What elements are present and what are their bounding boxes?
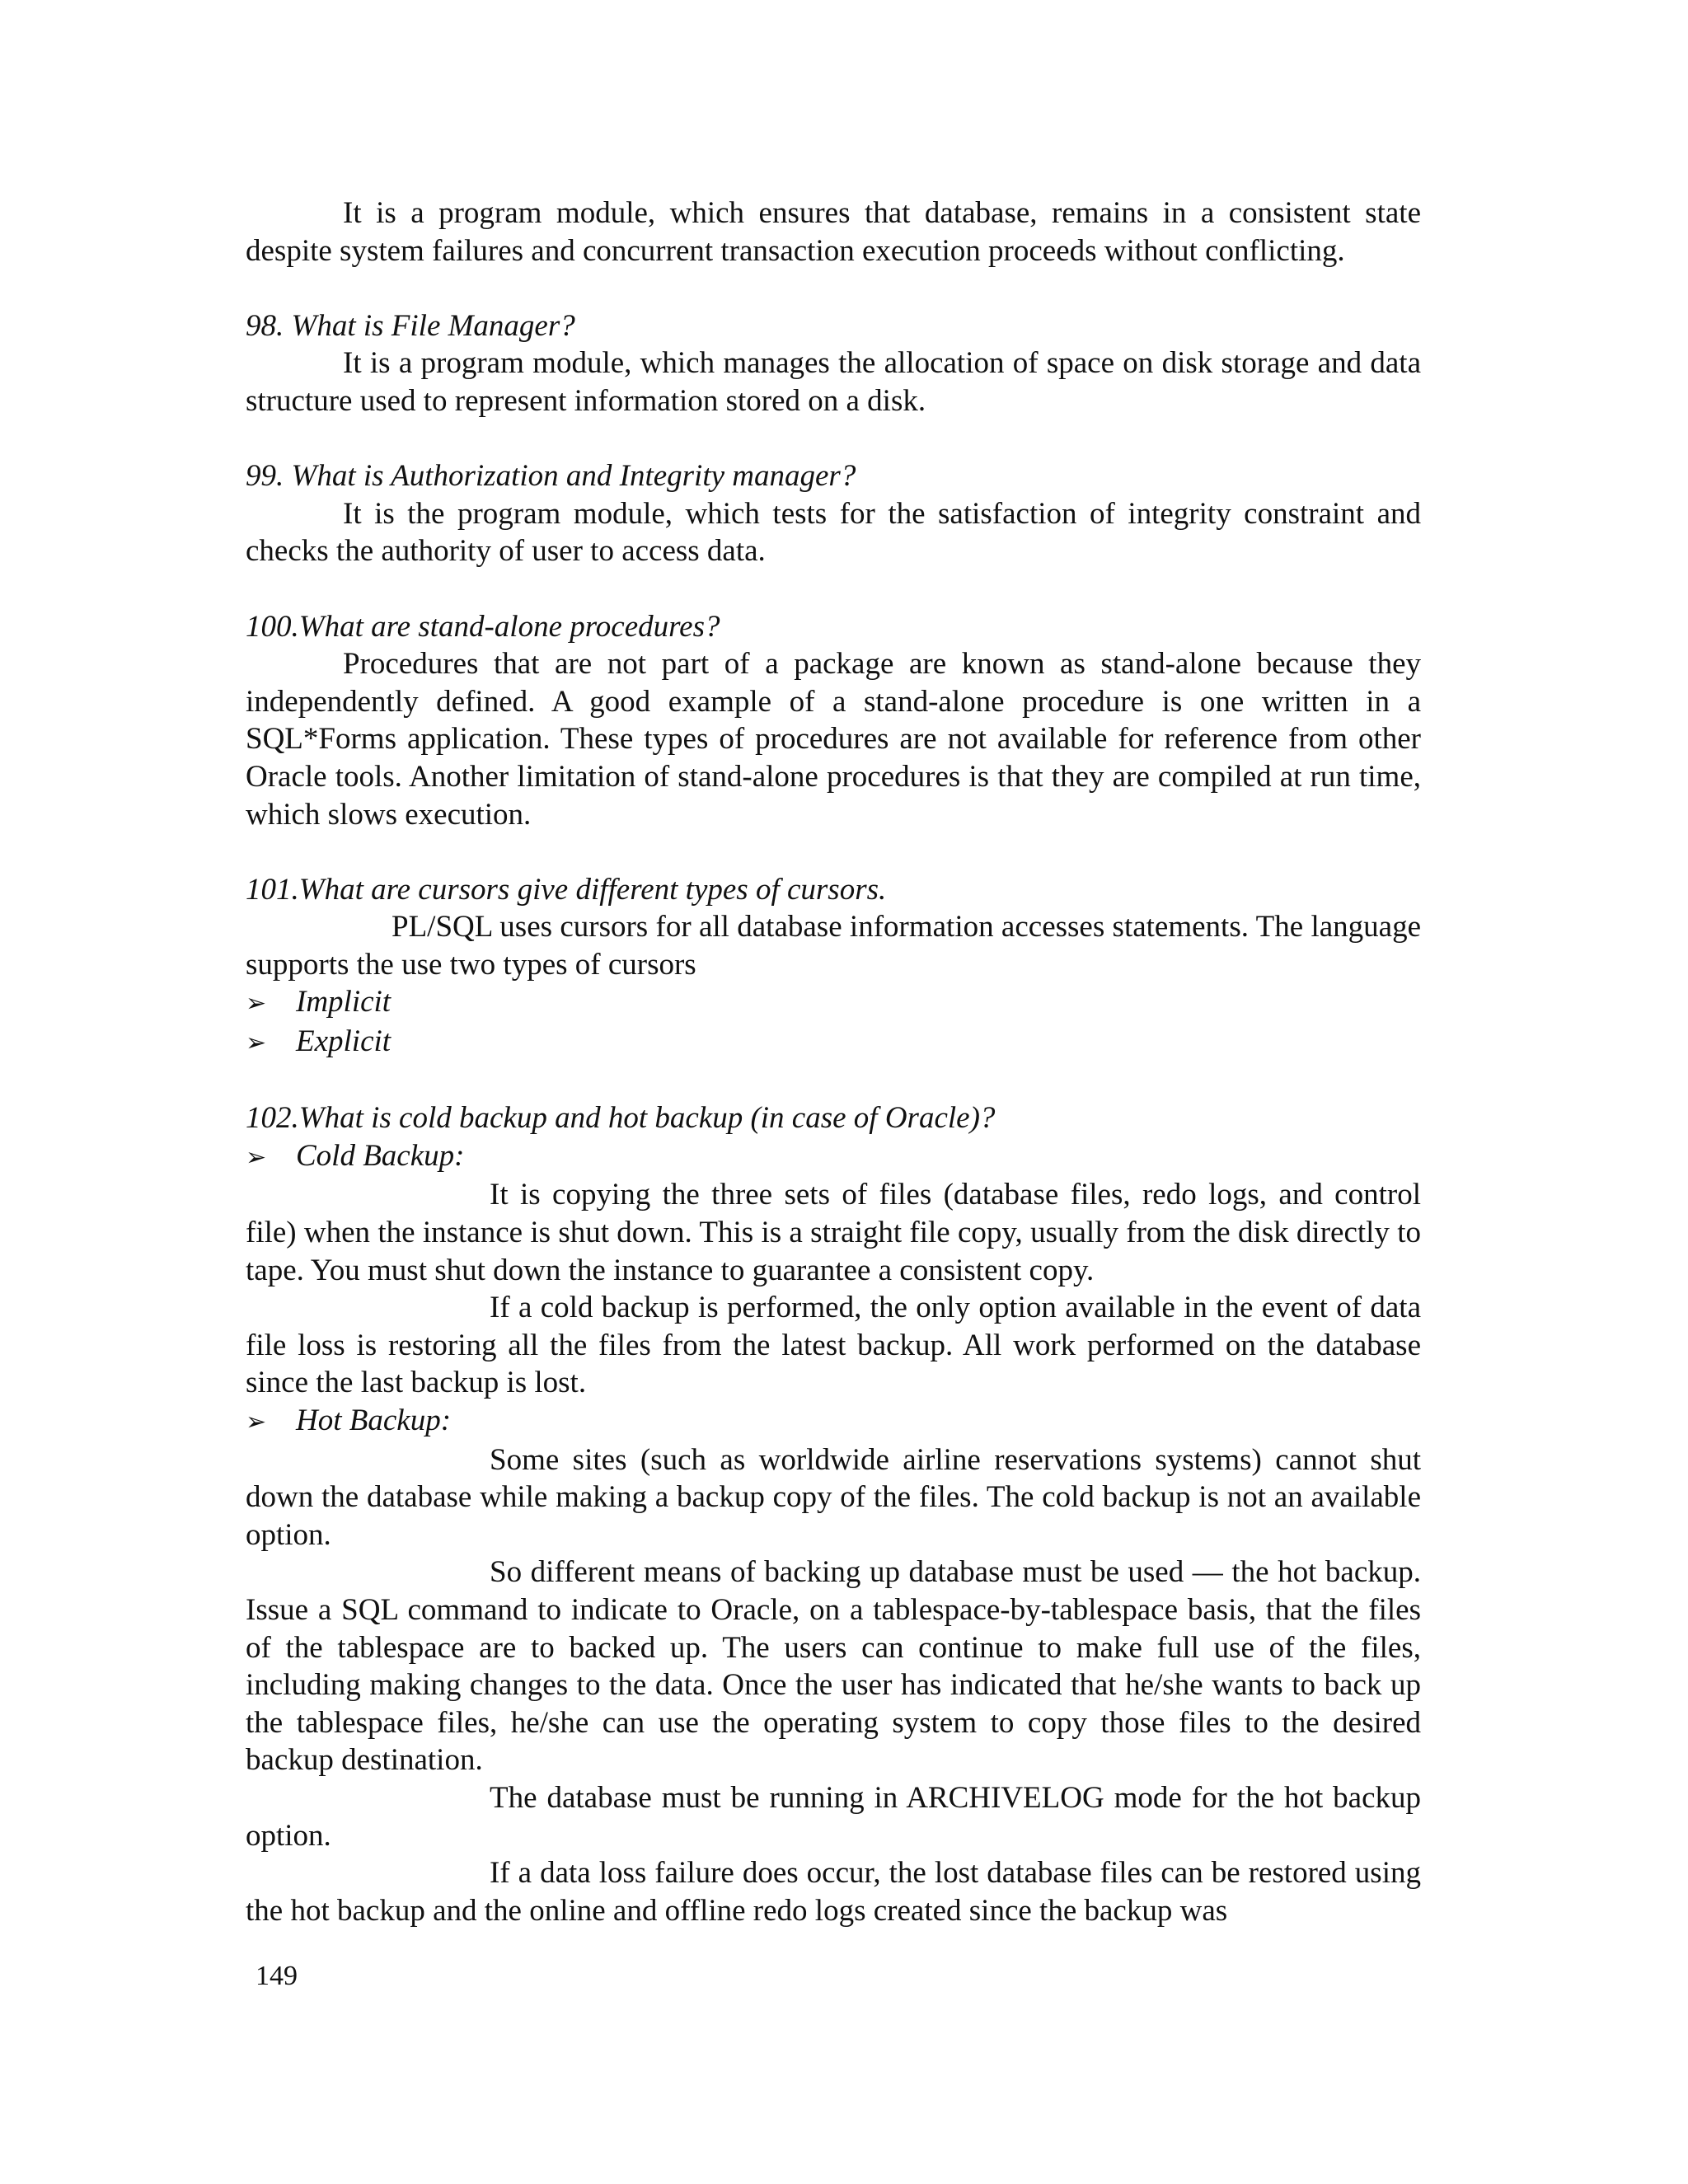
hot-backup-list xyxy=(246,1402,1421,1441)
answer-paragraph: If a cold backup is performed, the only option available in the event of data file loss is restoring all the files from the latest backup. All work performed on the database since the last backup is lost. xyxy=(246,1291,1421,1400)
answer-paragraph: Some sites (such as worldwide airline reservations systems) cannot shut down the database while making a backup copy of the files. The cold backup is not an available option. xyxy=(246,1442,1421,1552)
list-item-label: Explicit xyxy=(296,1024,392,1059)
answer-paragraph: So different means of backing up database must be used — the hot backup. Issue a SQL command to indicate to Oracle, on a tablespace-by-tablespace basis, that the files of the tablespace are to backed up. The users can continue to make full use of the files, including making changes to the data. Once the user has indicated that he/she wants to back up the tablespace files, he/she can use the operating system to copy those files to the desired backup destination. xyxy=(246,1555,1421,1778)
body-paragraph: It is a program module, which ensures that database, remains in a consistent state despite system failures and concurrent transaction execution proceeds without conflicting. xyxy=(246,196,1421,268)
list-item xyxy=(246,1023,1421,1062)
arrow-bullet-icon: ➢ xyxy=(246,989,267,1019)
cursor-types-list xyxy=(246,983,1421,1062)
question-heading: 98. What is File Manager? xyxy=(246,308,575,343)
answer-paragraph: Procedures that are not part of a package are known as stand-alone because they independently defined. A good example of a stand-alone procedure is one written in a SQL*Forms application. These types of procedures are not available for reference from other Oracle tools. Another limitation of stand-alone procedures is that they are compiled at run time, which slows execution. xyxy=(246,647,1421,832)
question-heading: 99. What is Authorization and Integrity manager? xyxy=(246,459,856,494)
cold-backup-list xyxy=(246,1137,1421,1177)
page-body xyxy=(246,194,1421,1929)
answer-paragraph: If a data loss failure does occur, the lost database files can be restored using the hot backup and the online and offline redo logs created since the backup was xyxy=(246,1856,1421,1928)
answer-paragraph: PL/SQL uses cursors for all database information accesses statements. The language supports the use two types of cursors xyxy=(246,910,1421,982)
arrow-bullet-icon: ➢ xyxy=(246,1408,267,1436)
list-item-label: Implicit xyxy=(296,985,392,1019)
list-item xyxy=(246,983,1421,1023)
answer-paragraph: It is copying the three sets of files (database files, redo logs, and control file) when the instance is shut down. This is a straight file copy, usually from the disk directly to tape. You must shut down the instance to guarantee a consistent copy. xyxy=(246,1178,1421,1287)
question-heading: 101.What are cursors give different types of cursors. xyxy=(246,872,887,907)
question-heading: 102.What is cold backup and hot backup (in case of Oracle)? xyxy=(246,1101,996,1136)
list-item xyxy=(246,1137,1421,1177)
answer-paragraph: It is the program module, which tests for the satisfaction of integrity constraint and checks the authority of user to access data. xyxy=(246,496,1421,569)
arrow-bullet-icon: ➢ xyxy=(246,1142,267,1172)
list-item-label: Hot Backup: xyxy=(296,1404,452,1437)
answer-paragraph: The database must be running in ARCHIVELOG mode for the hot backup option. xyxy=(246,1780,1421,1853)
page-number: 149 xyxy=(256,1961,298,1991)
list-item xyxy=(246,1402,1421,1441)
arrow-bullet-icon: ➢ xyxy=(246,1029,267,1058)
question-heading: 100.What are stand-alone procedures? xyxy=(246,609,720,644)
answer-paragraph: It is a program module, which manages the allocation of space on disk storage and data structure used to represent information stored on a disk. xyxy=(246,346,1421,418)
list-item-label: Cold Backup: xyxy=(296,1138,465,1173)
